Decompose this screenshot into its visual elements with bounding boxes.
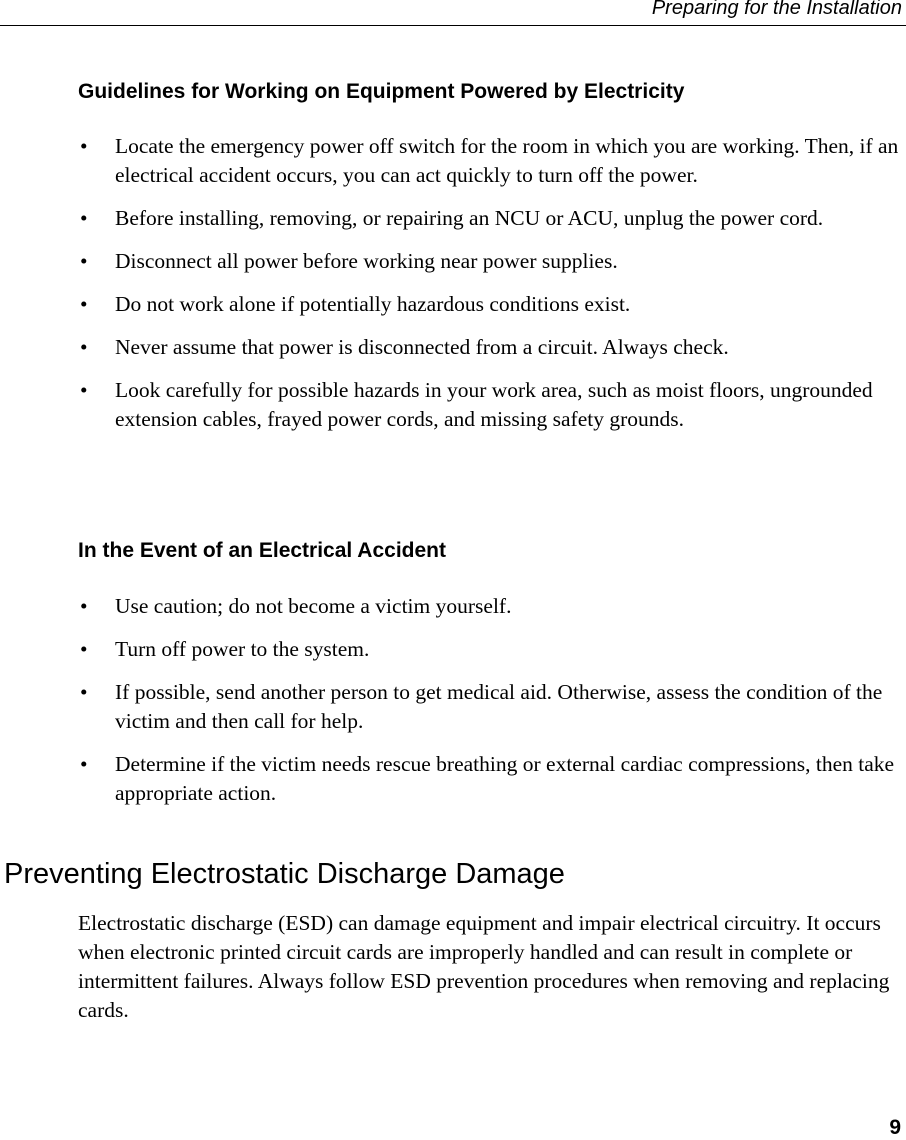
bullet-icon: • [80, 637, 88, 661]
esd-paragraph: Electrostatic discharge (ESD) can damage equipment and impair electrical circuitry. It occurs when electronic printed circuit cards are improperly handled and can result in complete or intermittent failures. Always follow ESD prevention procedures when removing and replacing cards. [78, 911, 890, 1022]
bullet-icon: • [80, 206, 88, 230]
bullet-icon: • [80, 335, 88, 359]
list-item: • Never assume that power is disconnected from a circuit. Always check. [78, 333, 900, 362]
header-rule [0, 25, 906, 26]
section-heading-accident: In the Event of an Electrical Accident [78, 539, 446, 562]
bullet-icon: • [80, 292, 88, 316]
guidelines-list [78, 132, 900, 448]
list-item: • If possible, send another person to get medical aid. Otherwise, assess the condition of the victim and then call for help. [80, 680, 883, 733]
bullet-icon: • [80, 249, 88, 273]
list-item: • Locate the emergency power off switch for the room in which you are working. Then, if an electrical accident occurs, you can act quickly to turn off the power. [80, 134, 899, 187]
bullet-icon: • [80, 378, 88, 402]
list-item: • Look carefully for possible hazards in your work area, such as moist floors, ungrounded extension cables, frayed power cords, and missing safety grounds. [80, 378, 873, 431]
section-heading-esd: Preventing Electrostatic Discharge Damage [4, 858, 565, 890]
list-item: • Do not work alone if potentially hazardous conditions exist. [78, 290, 900, 319]
bullet-icon: • [80, 752, 88, 776]
page-number: 9 [889, 1116, 901, 1139]
list-item: • Use caution; do not become a victim yourself. [78, 592, 900, 621]
list-item: • Turn off power to the system. [78, 635, 900, 664]
section-heading-guidelines: Guidelines for Working on Equipment Powered by Electricity [78, 80, 685, 103]
list-item: • Determine if the victim needs rescue breathing or external cardiac compressions, then take appropriate action. [80, 752, 895, 805]
bullet-icon: • [80, 594, 88, 618]
list-item: • Disconnect all power before working near power supplies. [78, 247, 900, 276]
list-item: • Before installing, removing, or repairing an NCU or ACU, unplug the power cord. [78, 204, 900, 233]
running-header: Preparing for the Installation [651, 0, 902, 19]
bullet-icon: • [80, 680, 88, 704]
accident-list [78, 592, 900, 822]
bullet-icon: • [80, 134, 88, 158]
